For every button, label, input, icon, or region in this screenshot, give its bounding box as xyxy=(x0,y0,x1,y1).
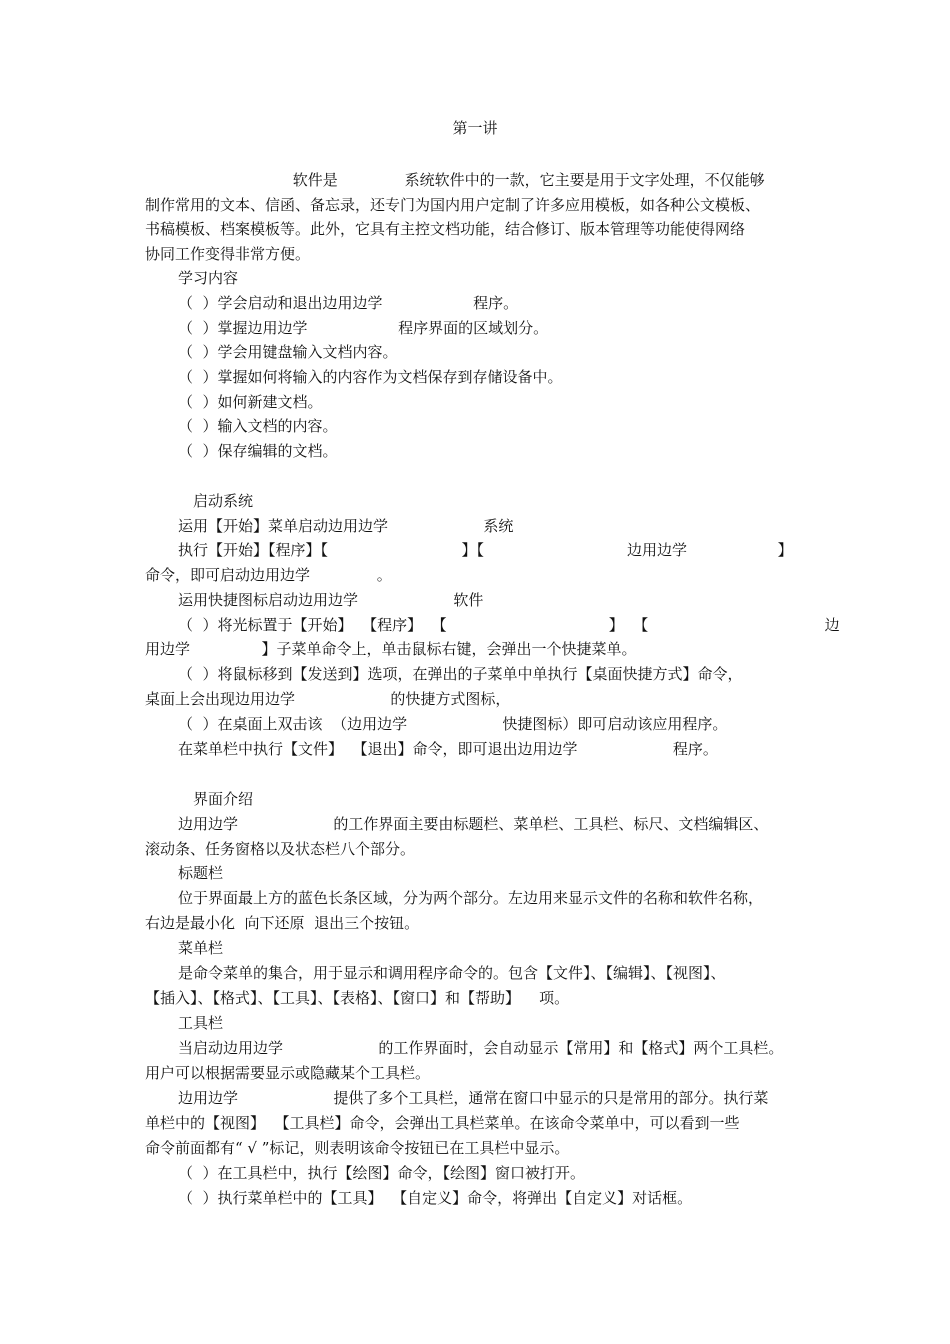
paragraph-line: 命令，即可启动边用边学 。 xyxy=(145,566,392,584)
paragraph-line: 用户可以根据需要显示或隐藏某个工具栏。 xyxy=(145,1064,431,1082)
paragraph-line: 【插入】、【格式】、【工具】、【表格】、【窗口】和【帮助】 项。 xyxy=(145,989,570,1007)
section-heading-startup: 启动系统 xyxy=(193,492,254,510)
intro-line-2: 制作常用的文本、信函、备忘录，还专门为国内用户定制了许多应用模板，如各种公文模板、 xyxy=(145,196,761,214)
paragraph-line: 执行【开始】【程序】【 】【 边用边学 】 xyxy=(178,541,793,559)
paragraph-line: 命令前面都有“ √ ”标记，则表明该命令按钮已在工具栏中显示。 xyxy=(145,1139,570,1157)
paragraph-line: （ ）将光标置于【开始】 【程序】 【 】 【 边 xyxy=(178,616,840,634)
paragraph-line: 边用边学 的工作界面主要由标题栏、菜单栏、工具栏、标尺、文档编辑区、 xyxy=(178,815,769,833)
paragraph-line: （ ）将鼠标移到【发送到】选项，在弹出的子菜单中单执行【桌面快捷方式】命令， xyxy=(178,665,743,683)
list-item: （ ）如何新建文档。 xyxy=(178,393,323,411)
paragraph-line: 运用【开始】菜单启动边用边学 系统 xyxy=(178,517,514,535)
list-item: （ ）在工具栏中，执行【绘图】命令，【绘图】窗口被打开。 xyxy=(178,1164,586,1182)
list-item: （ ）输入文档的内容。 xyxy=(178,417,338,435)
list-item: （ ）掌握如何将输入的内容作为文档保存到存储设备中。 xyxy=(178,368,563,386)
paragraph-line: （ ）在桌面上双击该 （边用边学 快捷图标）即可启动该应用程序。 xyxy=(178,715,728,733)
list-item: （ ）保存编辑的文档。 xyxy=(178,442,338,460)
subheading-title-bar: 标题栏 xyxy=(178,864,224,882)
paragraph-line: 运用快捷图标启动边用边学 软件 xyxy=(178,591,484,609)
list-item: （ ）执行菜单栏中的【工具】 【自定义】命令，将弹出【自定义】对话框。 xyxy=(178,1189,693,1207)
paragraph-line: 用边学 】子菜单命令上，单击鼠标右键，会弹出一个快捷菜单。 xyxy=(145,640,637,658)
list-item: （ ）学会用键盘输入文档内容。 xyxy=(178,343,398,361)
page-title: 第一讲 xyxy=(452,119,498,137)
subheading-toolbar: 工具栏 xyxy=(178,1014,224,1032)
paragraph-line: 桌面上会出现边用边学 的快捷方式图标， xyxy=(145,690,511,708)
paragraph-line: 位于界面最上方的蓝色长条区域，分为两个部分。左边用来显示文件的名称和软件名称， xyxy=(178,889,764,907)
intro-line-4: 协同工作变得非常方便。 xyxy=(145,245,311,263)
paragraph-line: 滚动条、任务窗格以及状态栏八个部分。 xyxy=(145,840,416,858)
intro-line-1: 软件是 系统软件中的一款，它主要是用于文字处理，不仅能够 xyxy=(145,171,765,189)
subheading-menu-bar: 菜单栏 xyxy=(178,939,224,957)
paragraph-line: 单栏中的【视图】 【工具栏】命令，会弹出工具栏菜单。在该命令菜单中，可以看到一些 xyxy=(145,1114,740,1132)
section-heading-interface: 界面介绍 xyxy=(193,790,254,808)
paragraph-line: 是命令菜单的集合，用于显示和调用程序命令的。包含【文件】、【编辑】、【视图】、 xyxy=(178,964,726,982)
paragraph-line: 当启动边用边学 的工作界面时，会自动显示【常用】和【格式】两个工具栏。 xyxy=(178,1039,784,1057)
list-item: （ ）掌握边用边学 程序界面的区域划分。 xyxy=(178,319,549,337)
paragraph-line: 边用边学 提供了多个工具栏，通常在窗口中显示的只是常用的部分。执行菜 xyxy=(178,1089,769,1107)
intro-line-3: 书稿模板、档案模板等。此外，它具有主控文档功能，结合修订、版本管理等功能使得网络 xyxy=(145,220,746,238)
section-heading-learning: 学习内容 xyxy=(178,269,239,287)
list-item: （ ）学会启动和退出边用边学 程序。 xyxy=(178,294,519,312)
paragraph-line: 在菜单栏中执行【文件】 【退出】命令，即可退出边用边学 程序。 xyxy=(178,740,718,758)
paragraph-line: 右边是最小化 向下还原 退出三个按钮。 xyxy=(145,914,420,932)
